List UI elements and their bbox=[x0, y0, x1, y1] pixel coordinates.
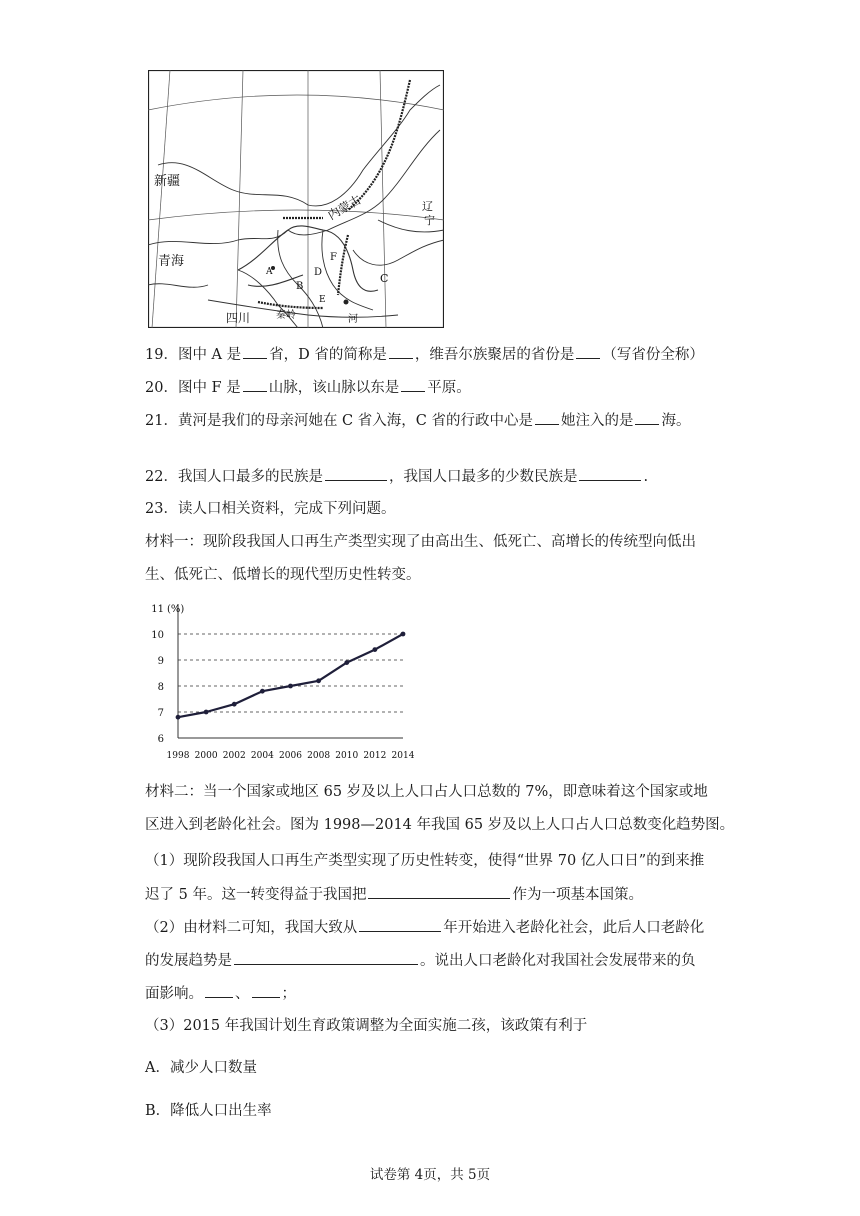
chart-x-tick-label: 2010 bbox=[335, 751, 359, 761]
option-a[interactable]: A．减少人口数量 bbox=[145, 1060, 257, 1076]
label-xinjiang: 新疆 bbox=[154, 174, 181, 189]
answer-blank[interactable] bbox=[389, 344, 413, 359]
chart-data-point bbox=[316, 678, 321, 683]
chart-tick-labels bbox=[151, 604, 414, 761]
chart-x-tick-label: 2000 bbox=[194, 751, 218, 761]
question-19: 19．图中 A 是 省，D 省的简称是 ，维吾尔族聚居的省份是 （写省份全称） bbox=[145, 344, 704, 365]
subquestion-1-line-2: 迟了 5 年。这一转变得益于我国把 作为一项基本国策。 bbox=[145, 884, 643, 905]
answer-blank[interactable] bbox=[205, 983, 233, 998]
chart-y-tick-label: 9 bbox=[157, 656, 164, 667]
chart-series bbox=[176, 632, 406, 720]
label-qinghai: 青海 bbox=[158, 254, 185, 269]
page-footer: 试卷第 4页，共 5页 bbox=[369, 1167, 491, 1183]
material-2-line-1: 材料二：当一个国家或地区 65 岁及以上人口占人口总数的 7%，即意味着这个国家或地 bbox=[145, 784, 708, 800]
chart-data-point bbox=[260, 689, 265, 694]
label-E: E bbox=[319, 295, 326, 305]
chart-axes bbox=[178, 604, 403, 738]
answer-blank[interactable] bbox=[243, 377, 267, 392]
answer-blank[interactable] bbox=[359, 917, 441, 932]
question-21: 21．黄河是我们的母亲河她在 C 省入海，C 省的行政中心是 她注入的是 海。 bbox=[145, 410, 690, 431]
chart-x-tick-label: 2008 bbox=[307, 751, 331, 761]
subquestion-2-line-2: 的发展趋势是 。说出人口老龄化对我国社会发展带来的负 bbox=[145, 950, 696, 971]
chart-data-point bbox=[344, 660, 349, 665]
label-ning: 宁 bbox=[424, 214, 435, 227]
material-1-line-2: 生、低死亡、低增长的现代型历史性转变。 bbox=[145, 567, 421, 583]
answer-blank[interactable] bbox=[234, 950, 418, 965]
answer-blank[interactable] bbox=[252, 983, 280, 998]
chart-y-axis-label: (%) bbox=[167, 604, 185, 615]
label-B: B bbox=[296, 281, 304, 292]
answer-blank[interactable] bbox=[368, 884, 510, 899]
chart-series-line bbox=[178, 634, 403, 717]
label-sichuan: 四川 bbox=[226, 311, 251, 325]
label-F: F bbox=[330, 252, 337, 263]
chart-data-point bbox=[232, 702, 237, 707]
material-2-line-2: 区进入到老龄化社会。图为 1998—2014 年我国 65 岁及以上人口占人口总数变化趋势图。 bbox=[145, 817, 735, 833]
chart-grid bbox=[178, 634, 403, 712]
answer-blank[interactable] bbox=[401, 377, 425, 392]
chart-y-tick-label: 11 bbox=[151, 604, 164, 615]
chart-data-point bbox=[372, 647, 377, 652]
label-C: C bbox=[380, 272, 389, 285]
answer-blank[interactable] bbox=[576, 344, 600, 359]
answer-blank[interactable] bbox=[635, 410, 659, 425]
label-qinling: 秦岭 bbox=[276, 310, 296, 321]
aging-population-chart bbox=[145, 598, 425, 768]
answer-blank[interactable] bbox=[243, 344, 267, 359]
label-A: A bbox=[266, 267, 273, 277]
chart-x-tick-label: 2012 bbox=[363, 751, 387, 761]
chart-data-point bbox=[204, 710, 209, 715]
label-he: 河 bbox=[348, 314, 358, 325]
question-20: 20．图中 F 是 山脉，该山脉以东是 平原。 bbox=[145, 377, 471, 398]
chart-x-tick-label: 2004 bbox=[250, 751, 274, 761]
chart-x-tick-label: 2014 bbox=[391, 751, 415, 761]
subquestion-1-line-1: （1）现阶段我国人口再生产类型实现了历史性转变，使得“世界 70 亿人口日”的到来推 bbox=[145, 853, 705, 869]
question-22: 22．我国人口最多的民族是 ，我国人口最多的少数民族是 . bbox=[145, 466, 648, 487]
china-north-map bbox=[148, 70, 444, 328]
option-b[interactable]: B．降低人口出生率 bbox=[145, 1103, 272, 1119]
chart-x-tick-label: 1998 bbox=[166, 751, 190, 761]
answer-blank[interactable] bbox=[579, 466, 641, 481]
subquestion-2-line-3: 面影响。 、 ； bbox=[145, 983, 296, 1004]
answer-blank[interactable] bbox=[325, 466, 387, 481]
label-D: D bbox=[314, 267, 323, 278]
subquestion-2-line-1: （2）由材料二可知，我国大致从 年开始进入老龄化社会，此后人口老龄化 bbox=[145, 917, 704, 938]
material-1-line-1: 材料一：现阶段我国人口再生产类型实现了由高出生、低死亡、高增长的传统型向低出 bbox=[145, 534, 696, 550]
label-neimenggu: 内蒙古 bbox=[325, 192, 364, 223]
chart-y-tick-label: 10 bbox=[151, 630, 164, 641]
chart-y-tick-label: 7 bbox=[157, 708, 164, 719]
subquestion-3: （3）2015 年我国计划生育政策调整为全面实施二孩，该政策有利于 bbox=[145, 1018, 588, 1034]
question-23: 23．读人口相关资料，完成下列问题。 bbox=[145, 501, 396, 517]
chart-x-tick-label: 2006 bbox=[279, 751, 302, 761]
chart-y-tick-label: 8 bbox=[157, 682, 164, 693]
chart-data-point bbox=[288, 684, 293, 689]
label-liao: 辽 bbox=[422, 200, 433, 213]
chart-y-tick-label: 6 bbox=[157, 734, 164, 745]
answer-blank[interactable] bbox=[535, 410, 559, 425]
chart-data-point bbox=[176, 715, 181, 720]
chart-x-tick-label: 2002 bbox=[222, 751, 246, 761]
chart-data-point bbox=[401, 632, 406, 637]
